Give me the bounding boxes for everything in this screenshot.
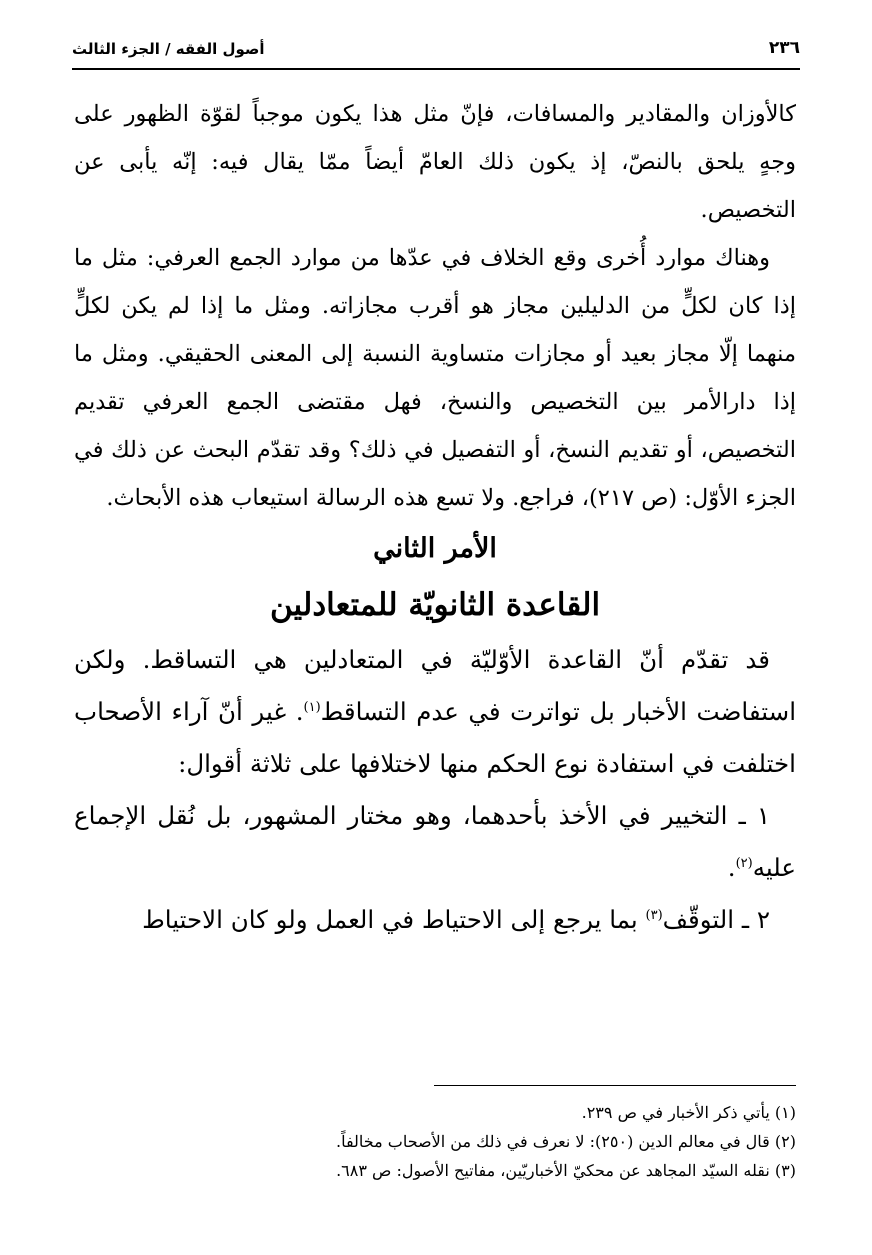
footnote-ref-2: (٢)	[735, 855, 753, 871]
main-text	[74, 90, 796, 946]
text-run: .	[727, 853, 736, 882]
footnote-3: (٣) نقله السيّد المجاهد عن محكيّ الأخباريّين، مفاتيح الأصول: ص ٦٨٣.	[336, 1161, 796, 1180]
paragraph-continuation: كالأوزان والمقادير والمسافات، فإنّ مثل هذا يكون موجباً لقوّة الظهور على وجهٍ يلحق بالنصّ، إذ يكون ذلك العامّ أيضاً ممّا يقال فيه: إنّه يأبى عن التخصيص.	[74, 101, 796, 223]
page-number: ٢٣٦	[768, 38, 800, 58]
section-heading: الأمر الثاني	[373, 533, 497, 564]
text-run: ١ ـ التخيير في الأخذ بأحدهما، وهو مختار المشهور، بل نُقل الإجماع عليه	[74, 801, 796, 882]
text-run: . غير أنّ آراء الأصحاب اختلفت في استفادة نوع الحكم منها لاختلافها على ثلاثة أقوال:	[74, 697, 796, 778]
footnotes	[74, 1098, 796, 1185]
paragraph-secondary-rule	[74, 634, 796, 790]
section-title: القاعدة الثانويّة للمتعادلين	[269, 587, 601, 623]
footnote-1: (١) يأتي ذكر الأخبار في ص ٢٣٩.	[581, 1103, 796, 1122]
footnote-ref-1: (١)	[303, 699, 321, 715]
footnote-ref-3: (٣)	[645, 907, 663, 923]
text-run: قد تقدّم أنّ القاعدة الأوّليّة في المتعادلين هي التساقط. ولكن استفاضت الأخبار بل تواترت في عدم التساقط	[74, 645, 796, 726]
paragraph-other-cases: وهناك موارد أُخرى وقع الخلاف في عدّها من موارد الجمع العرفي: مثل ما إذا كان لكلٍّ من الدليلين مجاز هو أقرب مجازاته. ومثل ما إذا لم يكن لكلٍّ منهما إلّا مجاز بعيد أو مجازات متساوية النسبة إلى المعنى الحقيقي. ومثل ما إذا دارالأمر بين التخصيص والنسخ، فهل مقتضى الجمع العرفي تقديم التخصيص، أو تقديم النسخ، أو التفصيل في ذلك؟ وقد تقدّم البحث عن ذلك في الجزء الأوّل: (ص ٢١٧)، فراجع. ولا تسع هذه الرسالة استيعاب هذه الأبحاث.	[74, 245, 796, 511]
running-title: أصول الفقه / الجزء الثالث	[72, 40, 265, 58]
footnote-2: (٢) قال في معالم الدين (٢٥٠): لا نعرف في ذلك من الأصحاب مخالفاً.	[335, 1132, 796, 1151]
list-item-option-2	[74, 894, 796, 946]
text-run: ٢ ـ التوقّف	[662, 905, 770, 934]
footnote-divider	[434, 1085, 796, 1086]
list-item-option-1	[74, 790, 796, 894]
text-run: بما يرجع إلى الاحتياط في العمل ولو كان الاحتياط	[142, 905, 646, 934]
page-header	[72, 36, 800, 70]
